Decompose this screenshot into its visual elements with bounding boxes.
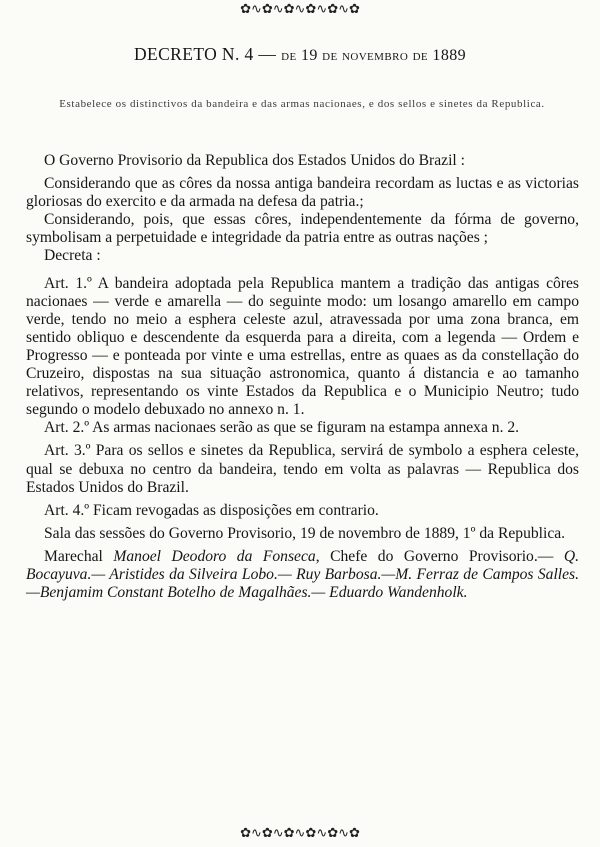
considering-paragraph-1: Considerando que as côres da nossa antiga bandeira recordam as luctas e as victorias gloriosas do exercito e da armada na defesa da patria.;: [26, 175, 579, 211]
signature-lead: Marechal: [44, 547, 114, 565]
top-ornament: ✿∿✿∿✿∿✿∿✿∿✿: [240, 2, 360, 17]
signatures-paragraph: [26, 548, 579, 602]
decree-title-date: de 19 de novembro de 1889: [281, 47, 467, 64]
signature-deodoro-title: , Chefe do Governo Provisorio.—: [315, 547, 564, 565]
article-4-paragraph: Art. 4.º Ficam revogadas as disposições em contrario.: [44, 501, 379, 519]
decrees-paragraph: Decreta :: [44, 247, 101, 265]
article-2-paragraph: Art. 2.º As armas nacionaes serão as que se figuram na estampa annexa n. 2.: [44, 419, 520, 437]
signature-deodoro: Manoel Deodoro da Fonseca: [113, 547, 316, 565]
closing-paragraph: Sala das sessões do Governo Provisorio, 19 de novembro de 1889, 1º da Republica.: [44, 524, 566, 542]
decree-summary: Estabelece os distinctivos da bandeira e das armas nacionaes, e dos sellos e sinetes da Republica.: [59, 98, 545, 110]
preamble-paragraph: O Governo Provisorio da Republica dos Estados Unidos do Brazil :: [44, 152, 465, 169]
decree-title: [0, 44, 600, 65]
decree-title-main: DECRETO N. 4 —: [133, 44, 282, 64]
decree-body: [26, 152, 579, 602]
signature-others: Q. Bocayuva.— Aristides da Silveira Lobo.— Ruy Barbosa.—M. Ferraz de Campos Salles.—Benjamim Constant Botelho de Magalhães.— Eduardo Wandenholk.: [26, 547, 579, 602]
considering-paragraph-2: Considerando, pois, que essas côres, independentemente da fórma de governo, symbolisam a perpetuidade e integridade da patria entre as outras nações ;: [26, 211, 579, 247]
bottom-ornament: ✿∿✿∿✿∿✿∿✿∿✿: [240, 826, 360, 841]
article-3-paragraph: Art. 3.º Para os sellos e sinetes da Republica, servirá de symbolo a esphera celeste, qual se debuxa no centro da bandeira, tendo em volta as palavras — Republica dos Estados Unidos do Brazil.: [26, 442, 579, 496]
article-1-paragraph: Art. 1.º A bandeira adoptada pela Republica mantem a tradição das antigas côres nacionaes — verde e amarella — do seguinte modo: um losango amarello em campo verde, tendo no meio a esphera celeste azul, atravessada por uma zona branca, em sentido obliquo e descendente da esquerda para a direita, com a legenda — Ordem e Progresso — e ponteada por vinte e uma estrellas, entre as quaes as da constellação do Cruzeiro, dispostas na sua situação astronomica, quanto á distancia e ao tamanho relativos, representando os vinte Estados da Republica e o Municipio Neutro; tudo segundo o modelo debuxado no annexo n. 1.: [26, 274, 579, 419]
